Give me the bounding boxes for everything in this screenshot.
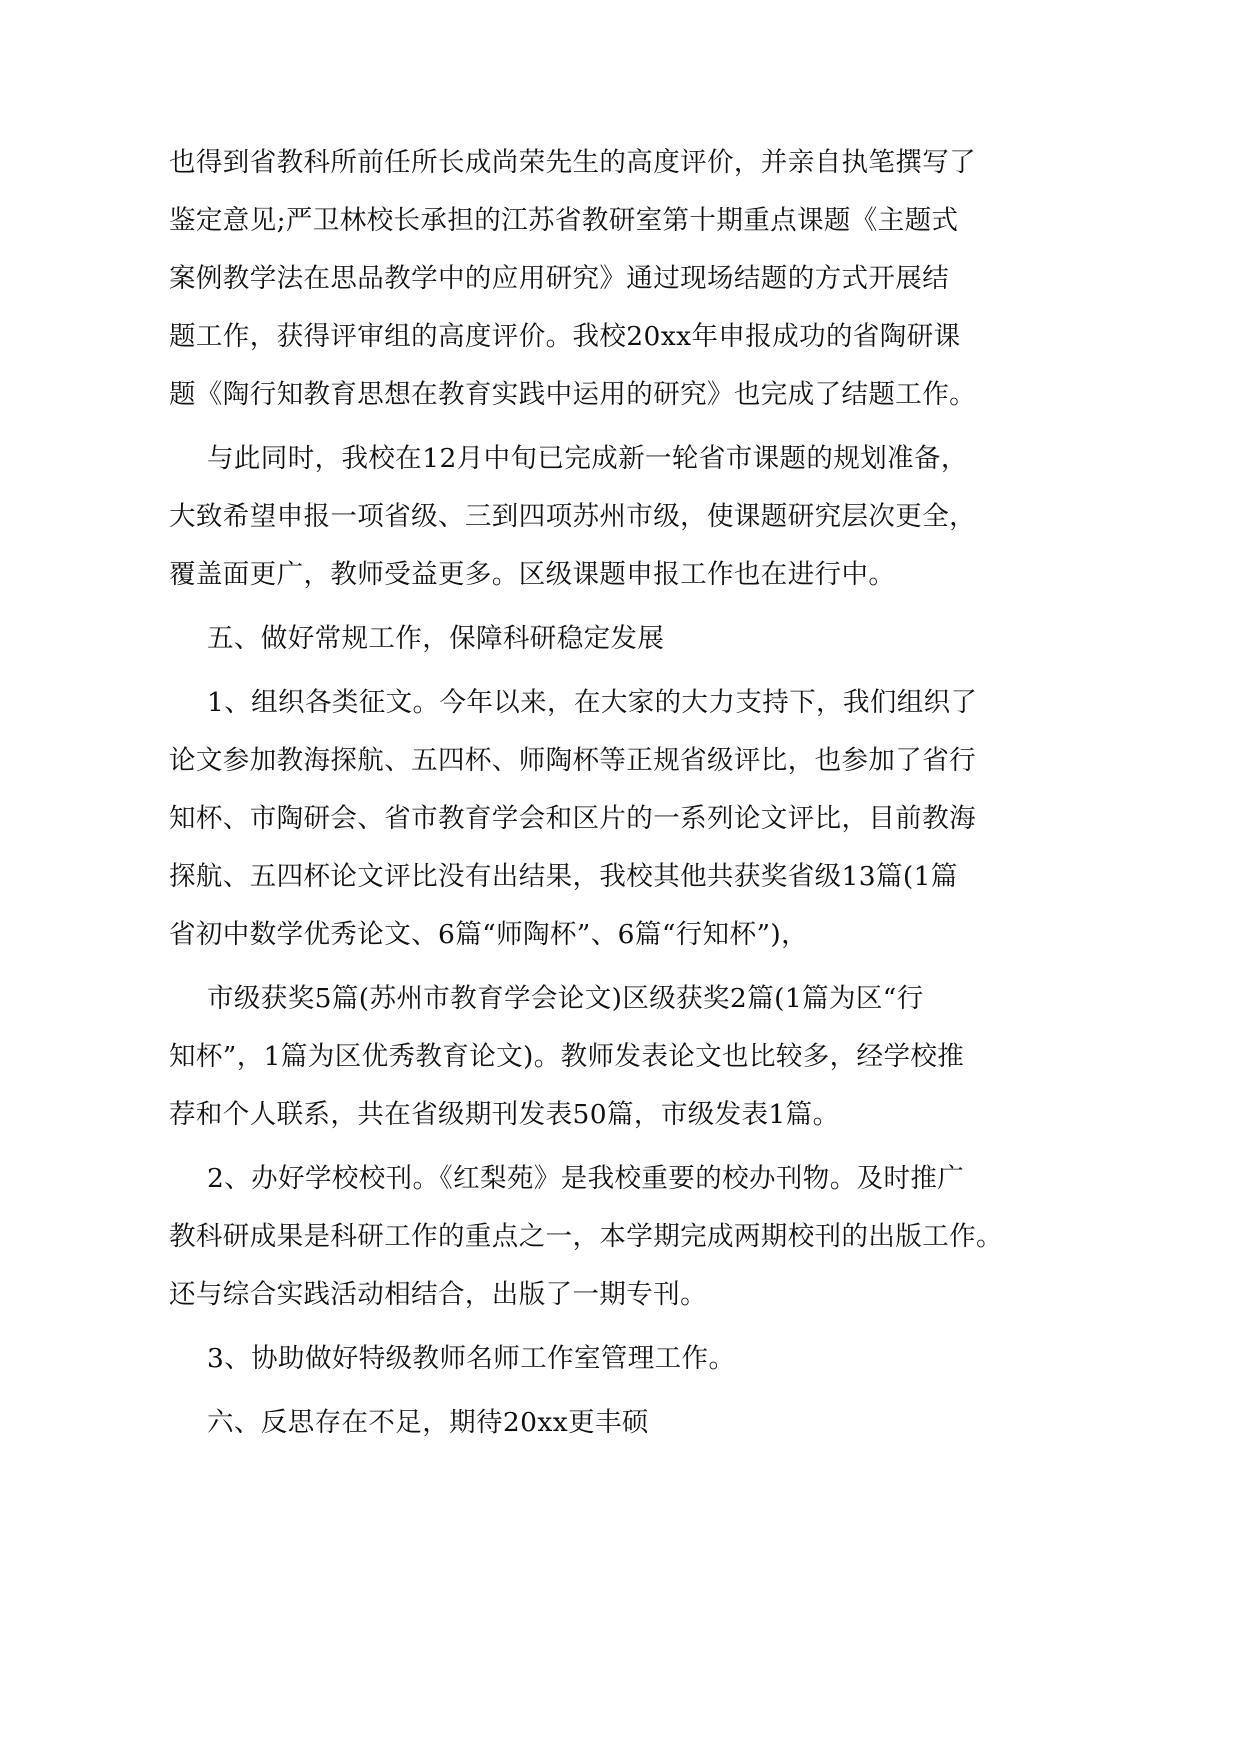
paragraph-city-awards [169, 976, 965, 1156]
paragraph-studio-management [169, 1336, 954, 1400]
text-line: 荐和个人联系，共在省级期刊发表50篇，市级发表1篇。 [169, 1099, 840, 1130]
text-line: 还与综合实践活动相结合，出版了一期专刊。 [169, 1279, 707, 1310]
paragraph-essay-contests [169, 680, 978, 976]
text-line: 覆盖面更广，教师受益更多。区级课题申报工作也在进行中。 [169, 559, 896, 590]
text-line: 案例教学法在思品教学中的应用研究》通过现场结题的方式开展结 [169, 263, 950, 294]
section-heading-routine-work [169, 616, 954, 680]
text-line: 与此同时，我校在12月中旬已完成新一轮省市课题的规划准备， [207, 443, 968, 474]
text-line: 2、办好学校校刊。《红梨苑》是我校重要的校办刊物。及时推广 [207, 1163, 965, 1194]
text-line: 探航、五四杯论文评比没有出结果，我校其他共获奖省级13篇(1篇 [169, 861, 958, 892]
heading-line: 六、反思存在不足，期待20xx更丰硕 [207, 1407, 649, 1438]
heading-line: 五、做好常规工作，保障科研稳定发展 [207, 623, 665, 654]
text-line: 3、协助做好特级教师名师工作室管理工作。 [207, 1343, 736, 1374]
paragraph-new-projects [169, 436, 976, 616]
text-line: 知杯、市陶研会、省市教育学会和区片的一系列论文评比，目前教海 [169, 803, 976, 834]
text-line: 省初中数学优秀论文、6篇“师陶杯”、6篇“行知杯”)， [169, 919, 809, 950]
paragraph-school-journal [169, 1156, 1003, 1336]
text-line: 题工作，获得评审组的高度评价。我校20xx年申报成功的省陶研课 [169, 321, 961, 352]
document-body [169, 140, 1003, 1458]
text-line: 市级获奖5篇(苏州市教育学会论文)区级获奖2篇(1篇为区“行 [207, 983, 924, 1014]
text-line: 论文参加教海探航、五四杯、师陶杯等正规省级评比，也参加了省行 [169, 745, 976, 776]
paragraph-research-results [169, 140, 976, 436]
text-line: 大致希望申报一项省级、三到四项苏州市级，使课题研究层次更全， [169, 501, 976, 532]
text-line: 知杯”，1篇为区优秀教育论文)。教师发表论文也比较多，经学校推 [169, 1041, 965, 1072]
text-line: 鉴定意见;严卫林校长承担的江苏省教研室第十期重点课题《主题式 [169, 205, 959, 236]
section-heading-reflection [169, 1400, 954, 1458]
text-line: 教科研成果是科研工作的重点之一，本学期完成两期校刊的出版工作。 [169, 1221, 1003, 1252]
text-line: 题《陶行知教育思想在教育实践中运用的研究》也完成了结题工作。 [169, 379, 976, 410]
text-line: 也得到省教科所前任所长成尚荣先生的高度评价，并亲自执笔撰写了 [169, 147, 976, 178]
text-line: 1、组织各类征文。今年以来，在大家的大力支持下，我们组织了 [207, 687, 978, 718]
